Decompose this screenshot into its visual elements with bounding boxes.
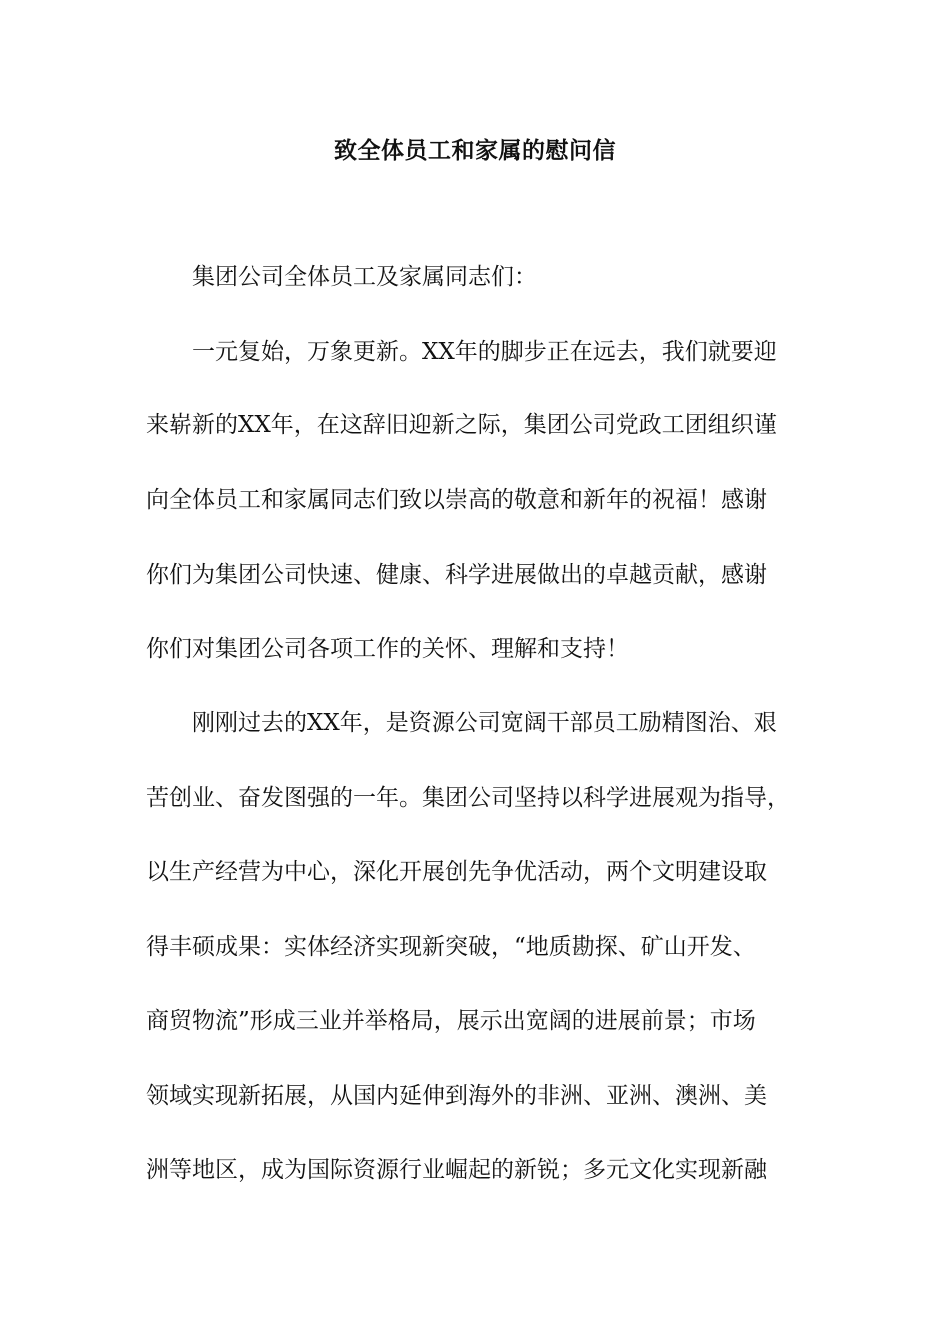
paragraph-line: 刚刚过去的XX年，是资源公司宽阔干部员工励精图治、艰	[192, 710, 777, 736]
paragraph-line: 领域实现新拓展，从国内延伸到海外的非洲、亚洲、澳洲、美	[146, 1083, 767, 1109]
paragraph-line: 向全体员工和家属同志们致以崇高的敬意和新年的祝福！感谢	[146, 487, 767, 513]
paragraph-line: 你们为集团公司快速、健康、科学进展做出的卓越贡献，感谢	[146, 562, 767, 588]
salutation: 集团公司全体员工及家属同志们：	[192, 264, 537, 290]
paragraph-line: 一元复始，万象更新。XX年的脚步正在远去，我们就要迎	[192, 339, 777, 365]
paragraph-line: 来崭新的XX年，在这辞旧迎新之际，集团公司党政工团组织谨	[146, 412, 777, 438]
paragraph-line: 苦创业、奋发图强的一年。集团公司坚持以科学进展观为指导，	[146, 785, 790, 811]
paragraph-line: 洲等地区，成为国际资源行业崛起的新锐；多元文化实现新融	[146, 1157, 767, 1183]
paragraph-line: 得丰硕成果：实体经济实现新突破，“地质勘探、矿山开发、	[146, 934, 756, 960]
document-title: 致全体员工和家属的慰问信	[334, 138, 616, 164]
paragraph-line: 你们对集团公司各项工作的关怀、理解和支持！	[146, 636, 629, 662]
paragraph-line: 商贸物流”形成三业并举格局，展示出宽阔的进展前景；市场	[146, 1008, 756, 1034]
paragraph-line: 以生产经营为中心，深化开展创先争优活动，两个文明建设取	[146, 859, 767, 885]
